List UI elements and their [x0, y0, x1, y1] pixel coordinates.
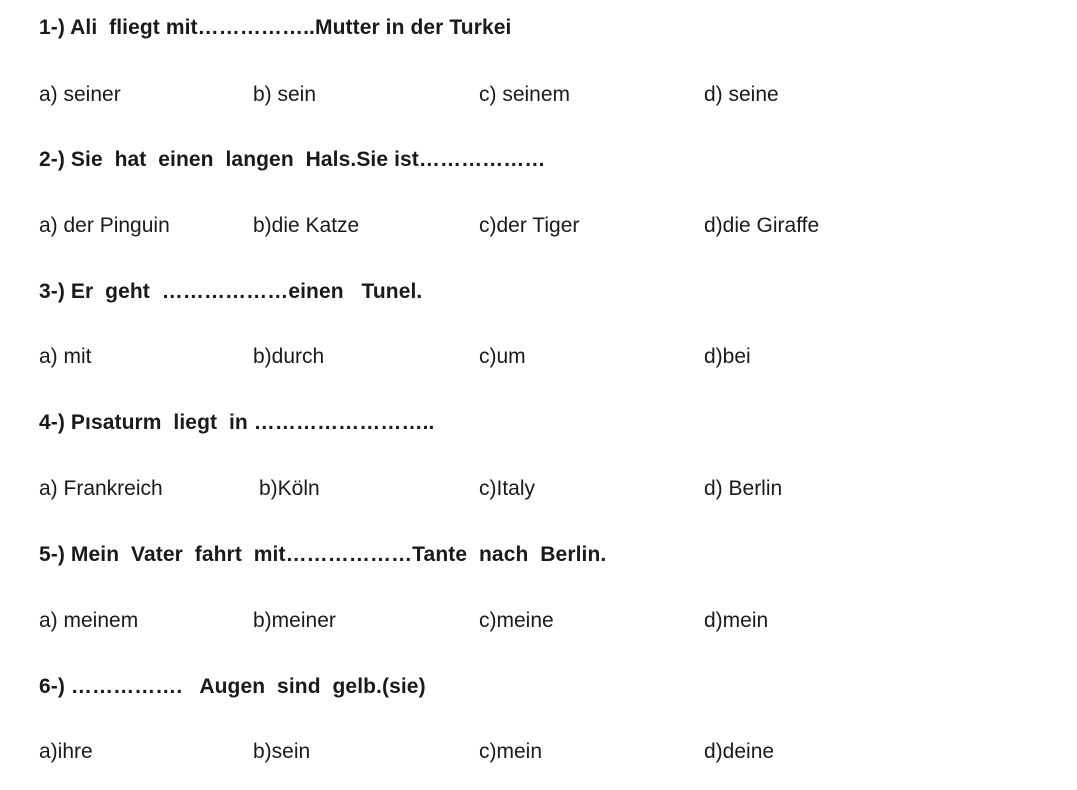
- question-2-option-c: c)der Tiger: [479, 214, 580, 237]
- question-2-option-a: a) der Pinguin: [39, 214, 170, 237]
- question-6-option-d: d)deine: [704, 740, 775, 763]
- question-2-option-d: d)die Giraffe: [704, 214, 820, 237]
- question-2: 2-) Sie hat einen langen Hals.Sie ist………………: [39, 148, 546, 171]
- question-1-option-b: b) sein: [253, 83, 317, 106]
- question-4-option-a: a) Frankreich: [39, 477, 163, 500]
- question-5-option-c: c)meine: [479, 609, 554, 632]
- question-4-option-d: d) Berlin: [704, 477, 783, 500]
- question-4-option-b: b)Köln: [259, 477, 320, 500]
- question-2-option-b: b)die Katze: [253, 214, 360, 237]
- question-3-option-c: c)um: [479, 345, 526, 368]
- question-1: 1-) Ali fliegt mit……………..Mutter in der Turkei: [39, 16, 512, 39]
- question-6-option-b: b)sein: [253, 740, 311, 763]
- question-1-option-d: d) seine: [704, 83, 779, 106]
- question-3-option-b: b)durch: [253, 345, 325, 368]
- question-6-option-c: c)mein: [479, 740, 543, 763]
- question-1-option-a: a) seiner: [39, 83, 121, 106]
- question-3: 3-) Er geht ………………einen Tunel.: [39, 280, 423, 303]
- question-4-option-c: c)Italy: [479, 477, 536, 500]
- question-5-option-a: a) meinem: [39, 609, 139, 632]
- question-3-option-a: a) mit: [39, 345, 92, 368]
- question-6-option-a: a)ihre: [39, 740, 93, 763]
- question-6: 6-) ……………. Augen sind gelb.(sie): [39, 675, 426, 698]
- question-5: 5-) Mein Vater fahrt mit………………Tante nach Berlin.: [39, 543, 607, 566]
- question-5-option-b: b)meiner: [253, 609, 336, 632]
- question-5-option-d: d)mein: [704, 609, 769, 632]
- question-3-option-d: d)bei: [704, 345, 751, 368]
- question-1-option-c: c) seinem: [479, 83, 571, 106]
- question-4: 4-) Pısaturm liegt in ……………………..: [39, 411, 435, 434]
